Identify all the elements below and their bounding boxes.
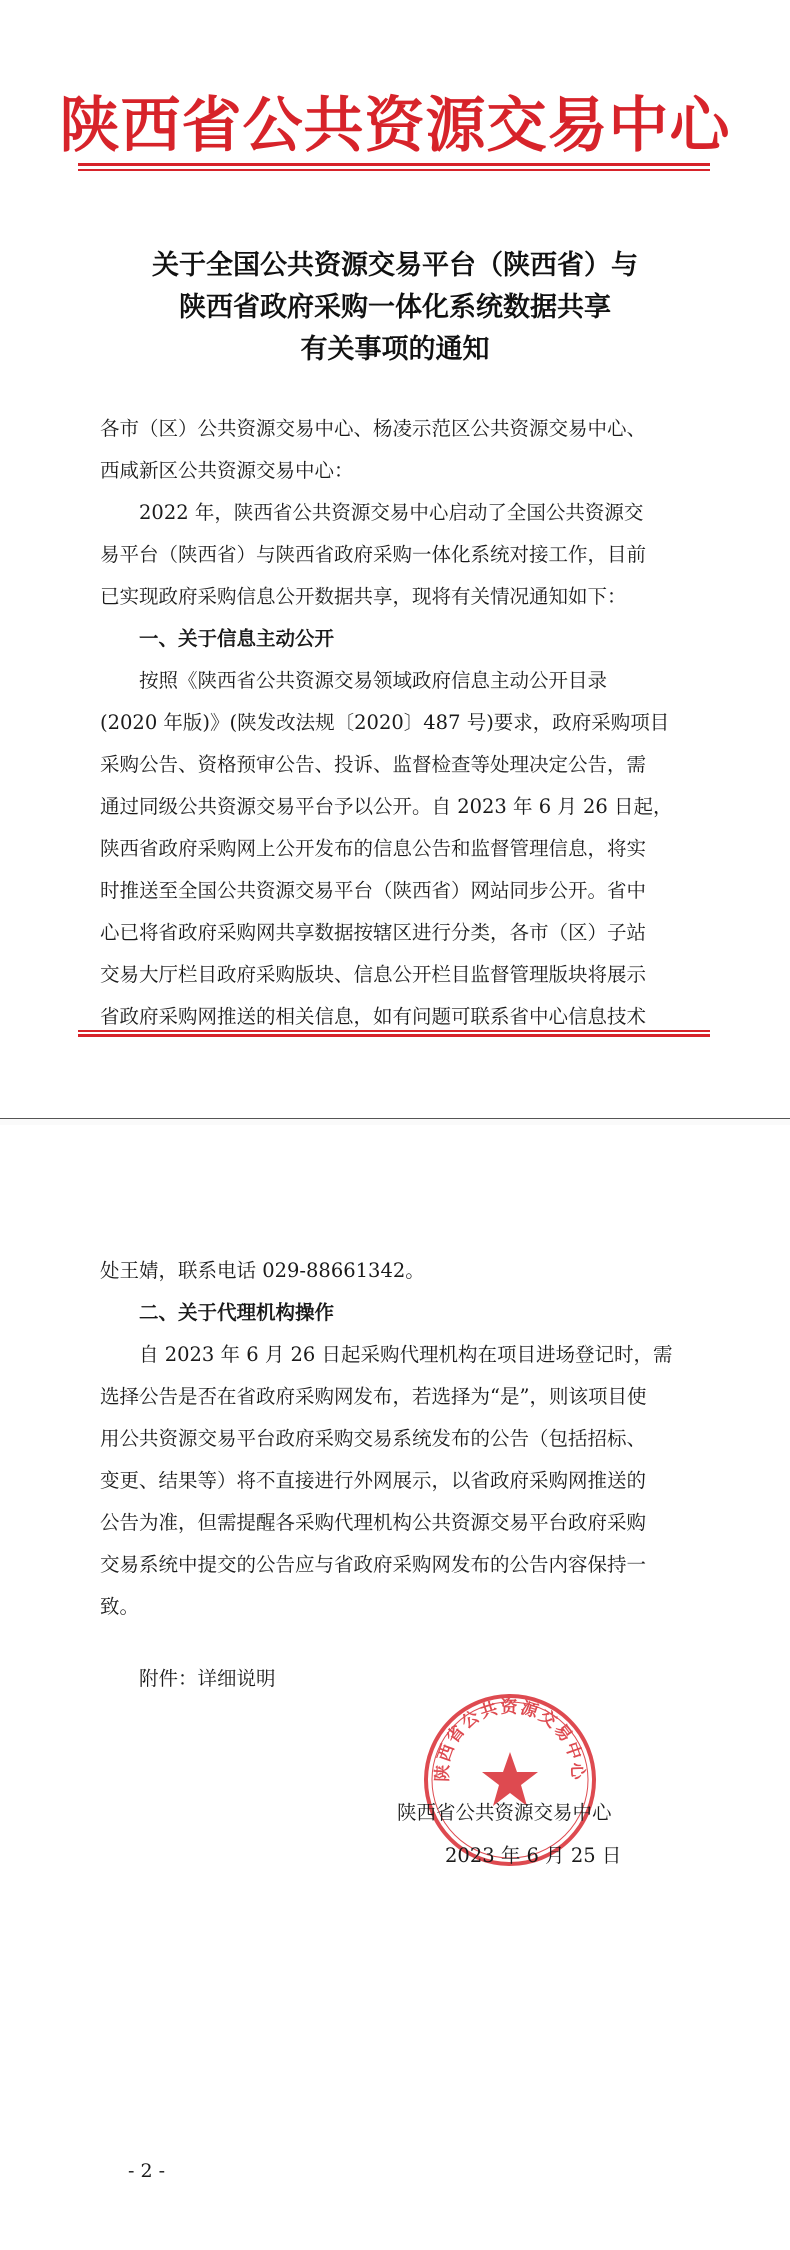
paragraph-line: 处王婧，联系电话 029-88661342。 bbox=[100, 1259, 425, 1282]
paragraph-line: 按照《陕西省公共资源交易领域政府信息主动公开目录 bbox=[139, 669, 608, 692]
paragraph-line: 变更、结果等）将不直接进行外网展示，以省政府采购网推送的 bbox=[100, 1469, 647, 1492]
paragraph-line: 易平台（陕西省）与陕西省政府采购一体化系统对接工作，目前 bbox=[100, 543, 647, 566]
signature-organization: 陕西省公共资源交易中心 bbox=[397, 1801, 612, 1824]
addressee-line: 各市（区）公共资源交易中心、杨凌示范区公共资源交易中心、 bbox=[100, 417, 647, 440]
page-number: - 2 - bbox=[128, 2160, 166, 2182]
section-heading: 一、关于信息主动公开 bbox=[139, 627, 335, 650]
footer-red-line-thin bbox=[78, 1030, 710, 1032]
paragraph-line: 2022 年，陕西省公共资源交易中心启动了全国公共资源交 bbox=[139, 501, 644, 524]
paragraph-line: 通过同级公共资源交易平台予以公开。自 2023 年 6 月 26 日起， bbox=[100, 795, 673, 818]
body-text-page-1 bbox=[100, 408, 695, 1038]
paragraph-line: 交易系统中提交的公告应与省政府采购网发布的公告内容保持一 bbox=[100, 1553, 647, 1576]
addressee-line: 西咸新区公共资源交易中心： bbox=[100, 459, 354, 482]
footer-red-line-thick bbox=[78, 1034, 710, 1037]
document-title bbox=[0, 245, 790, 371]
paragraph-line: 时推送至全国公共资源交易平台（陕西省）网站同步公开。省中 bbox=[100, 879, 647, 902]
letterhead-title: 陕西省公共资源交易中心 bbox=[59, 91, 731, 161]
paragraph-line: 用公共资源交易平台政府采购交易系统发布的公告（包括招标、 bbox=[100, 1427, 647, 1450]
paragraph-line: 交易大厅栏目政府采购版块、信息公开栏目监督管理版块将展示 bbox=[100, 963, 647, 986]
paragraph-line: 致。 bbox=[100, 1595, 140, 1618]
paragraph-line: 选择公告是否在省政府采购网发布，若选择为“是”，则该项目使 bbox=[100, 1385, 647, 1408]
paragraph-line: 自 2023 年 6 月 26 日起采购代理机构在项目进场登记时，需 bbox=[139, 1343, 673, 1366]
seal-text-path: 陕西省公共资源交易中心 bbox=[432, 1697, 588, 1782]
paragraph-line: 采购公告、资格预审公告、投诉、监督检查等处理决定公告，需 bbox=[100, 753, 647, 776]
document-title-line: 关于全国公共资源交易平台（陕西省）与 bbox=[152, 250, 638, 281]
paragraph-line: 省政府采购网推送的相关信息，如有问题可联系省中心信息技术 bbox=[100, 1005, 647, 1028]
signature-date: 2023 年 6 月 25 日 bbox=[445, 1844, 622, 1867]
body-text-page-2 bbox=[100, 1250, 695, 1628]
paragraph-line: (2020 年版)》(陕发改法规〔2020〕487 号)要求，政府采购项目 bbox=[100, 711, 670, 734]
letterhead-red-line-thin bbox=[78, 169, 710, 171]
paragraph-line: 已实现政府采购信息公开数据共享，现将有关情况通知如下： bbox=[100, 585, 627, 608]
document-title-line: 陕西省政府采购一体化系统数据共享 bbox=[179, 292, 611, 323]
paragraph-line: 陕西省政府采购网上公开发布的信息公告和监督管理信息，将实 bbox=[100, 837, 647, 860]
paragraph-line: 公告为准，但需提醒各采购代理机构公共资源交易平台政府采购 bbox=[100, 1511, 647, 1534]
section-heading: 二、关于代理机构操作 bbox=[139, 1301, 335, 1324]
attachment-note: 附件：详细说明 bbox=[139, 1667, 276, 1690]
paragraph-line: 心已将省政府采购网共享数据按辖区进行分类，各市（区）子站 bbox=[100, 921, 647, 944]
letterhead-red-line-thick bbox=[78, 163, 710, 166]
document-title-line: 有关事项的通知 bbox=[300, 334, 490, 365]
